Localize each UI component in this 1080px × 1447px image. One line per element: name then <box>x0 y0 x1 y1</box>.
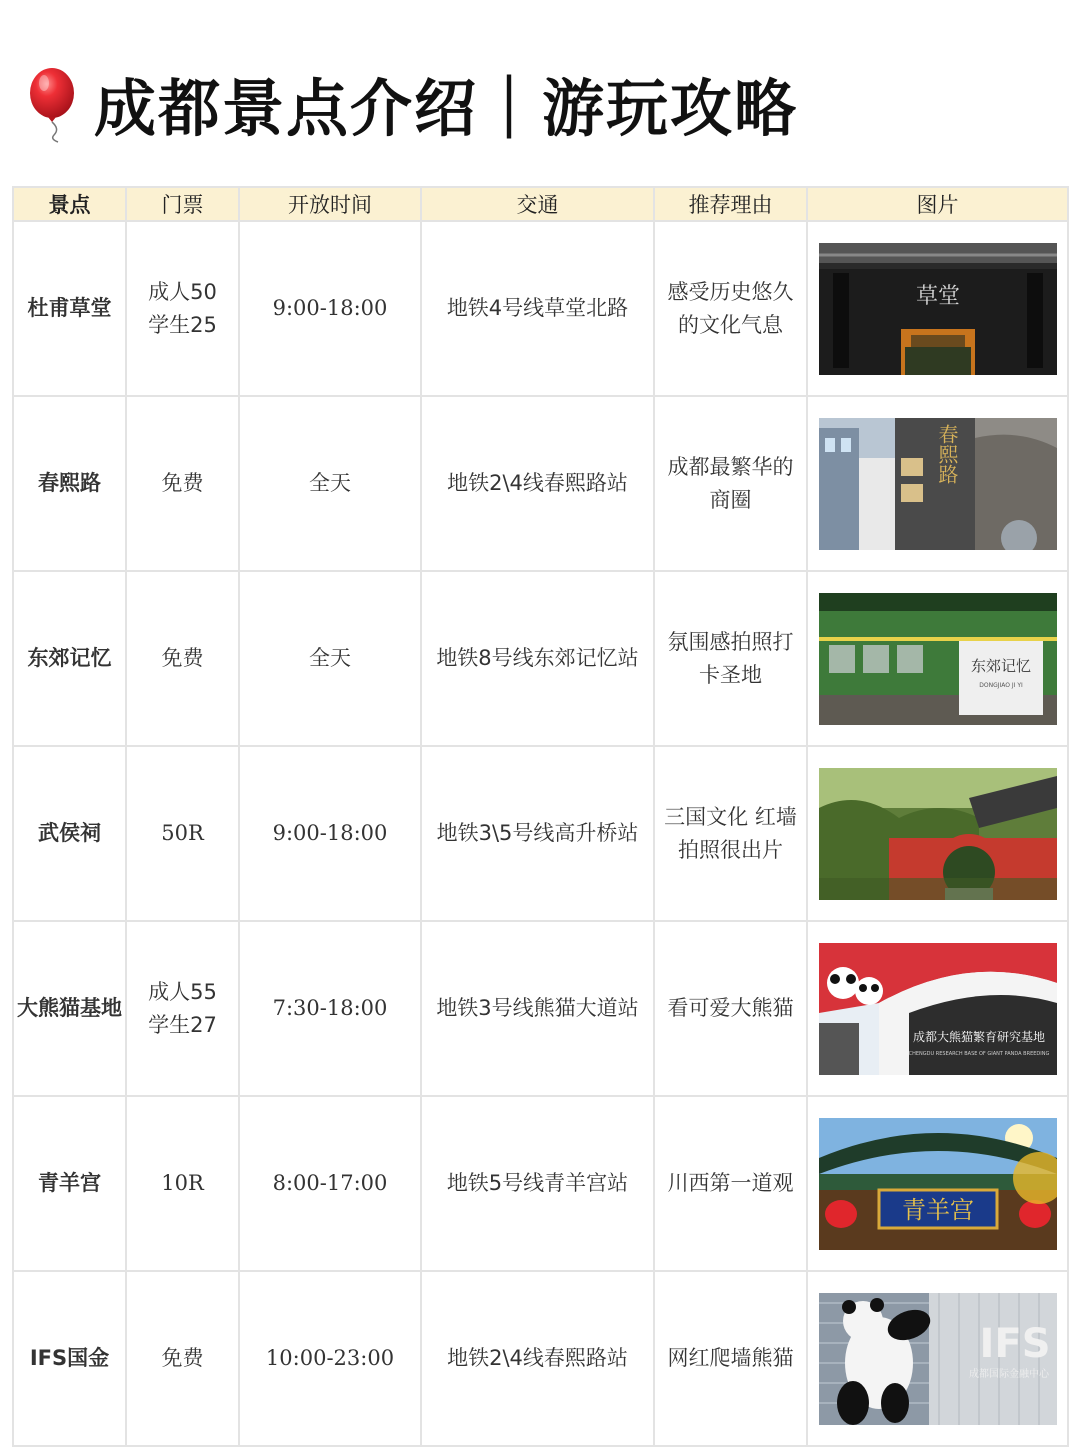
svg-text:春熙路: 春熙路 <box>934 423 959 484</box>
transport-info: 地铁2\4线春熙路站 <box>421 1271 654 1446</box>
svg-text:成都国际金融中心: 成都国际金融中心 <box>968 1368 1049 1380</box>
table-row <box>13 396 1068 571</box>
ticket-price-value: 50R <box>161 821 204 845</box>
chunxi-road-sign-photo <box>819 418 1057 550</box>
svg-text:DONGJIAO JI YI: DONGJIAO JI YI <box>978 681 1023 689</box>
column-header-photo: 图片 <box>807 187 1068 221</box>
attraction-name: 东郊记忆 <box>13 571 126 746</box>
balloon-icon <box>24 63 84 143</box>
attraction-name: 春熙路 <box>13 396 126 571</box>
column-header-reason: 推荐理由 <box>654 187 807 221</box>
table-header-row <box>13 187 1068 221</box>
column-header-hours: 开放时间 <box>239 187 421 221</box>
recommend-reason: 感受历史悠久的文化气息 <box>654 221 807 396</box>
opening-hours: 9:00-18:00 <box>239 746 421 921</box>
transport-info: 地铁3号线熊猫大道站 <box>421 921 654 1096</box>
recommend-reason: 成都最繁华的商圈 <box>654 396 807 571</box>
attraction-name: 杜甫草堂 <box>13 221 126 396</box>
transport-info: 地铁8号线东郊记忆站 <box>421 571 654 746</box>
recommend-reason: 三国文化 红墙拍照很出片 <box>654 746 807 921</box>
transport-info: 地铁3\5号线高升桥站 <box>421 746 654 921</box>
recommend-reason: 网红爬墙熊猫 <box>654 1271 807 1446</box>
recommend-reason: 看可爱大熊猫 <box>654 921 807 1096</box>
opening-hours: 全天 <box>239 396 421 571</box>
photo-cell <box>807 921 1068 1096</box>
svg-text:CHENGDU RESEARCH BASE OF GIANT: CHENGDU RESEARCH BASE OF GIANT PANDA BREEDING <box>908 1050 1049 1057</box>
svg-text:草堂: 草堂 <box>915 283 960 309</box>
table-row <box>13 1271 1068 1446</box>
page-title: 成都景点介绍｜游玩攻略 <box>94 71 799 145</box>
transport-info: 地铁2\4线春熙路站 <box>421 396 654 571</box>
transport-info: 地铁5号线青羊宫站 <box>421 1096 654 1271</box>
photo-cell <box>807 396 1068 571</box>
transport-info: 地铁4号线草堂北路 <box>421 221 654 396</box>
table-row <box>13 921 1068 1096</box>
page-header <box>24 58 798 148</box>
ticket-adult: 成人55 <box>148 979 217 1004</box>
column-header-attraction: 景点 <box>13 187 126 221</box>
ticket-student: 学生27 <box>148 1012 217 1037</box>
opening-hours: 7:30-18:00 <box>239 921 421 1096</box>
table-row <box>13 221 1068 396</box>
opening-hours: 全天 <box>239 571 421 746</box>
column-header-transport: 交通 <box>421 187 654 221</box>
svg-text:东郊记忆: 东郊记忆 <box>970 656 1031 675</box>
attraction-name: 武侯祠 <box>13 746 126 921</box>
svg-text:IFS: IFS <box>978 1320 1051 1367</box>
attraction-name: IFS国金 <box>13 1271 126 1446</box>
ticket-price <box>126 571 239 746</box>
table-row <box>13 1096 1068 1271</box>
recommend-reason: 川西第一道观 <box>654 1096 807 1271</box>
ticket-adult: 成人50 <box>148 279 217 304</box>
ticket-free: 免费 <box>161 646 204 670</box>
attractions-table <box>12 186 1069 1447</box>
qingyang-palace-gate-photo <box>819 1118 1057 1250</box>
ifs-climbing-panda-photo <box>819 1293 1057 1425</box>
table-row <box>13 746 1068 921</box>
ticket-price <box>126 1096 239 1271</box>
photo-cell <box>807 571 1068 746</box>
recommend-reason: 氛围感拍照打卡圣地 <box>654 571 807 746</box>
svg-text:成都大熊猫繁育研究基地: 成都大熊猫繁育研究基地 <box>912 1029 1045 1044</box>
photo-cell <box>807 1271 1068 1446</box>
opening-hours: 9:00-18:00 <box>239 221 421 396</box>
column-header-ticket: 门票 <box>126 187 239 221</box>
ticket-price <box>126 221 239 396</box>
attraction-name: 青羊宫 <box>13 1096 126 1271</box>
photo-cell <box>807 221 1068 396</box>
table-row <box>13 571 1068 746</box>
opening-hours: 8:00-17:00 <box>239 1096 421 1271</box>
wuhou-shrine-red-wall-photo <box>819 768 1057 900</box>
photo-cell <box>807 746 1068 921</box>
ticket-price <box>126 1271 239 1446</box>
photo-cell <box>807 1096 1068 1271</box>
ticket-free: 免费 <box>161 471 204 495</box>
dongjiao-memory-green-train-photo <box>819 593 1057 725</box>
dufu-thatched-cottage-gate-photo <box>819 243 1057 375</box>
svg-text:青羊宫: 青羊宫 <box>901 1195 974 1224</box>
attraction-name: 大熊猫基地 <box>13 921 126 1096</box>
panda-base-entrance-photo <box>819 943 1057 1075</box>
ticket-free: 免费 <box>161 1346 204 1370</box>
ticket-price <box>126 746 239 921</box>
ticket-price <box>126 921 239 1096</box>
ticket-price-value: 10R <box>161 1171 204 1195</box>
ticket-student: 学生25 <box>148 312 217 337</box>
ticket-price <box>126 396 239 571</box>
opening-hours: 10:00-23:00 <box>239 1271 421 1446</box>
